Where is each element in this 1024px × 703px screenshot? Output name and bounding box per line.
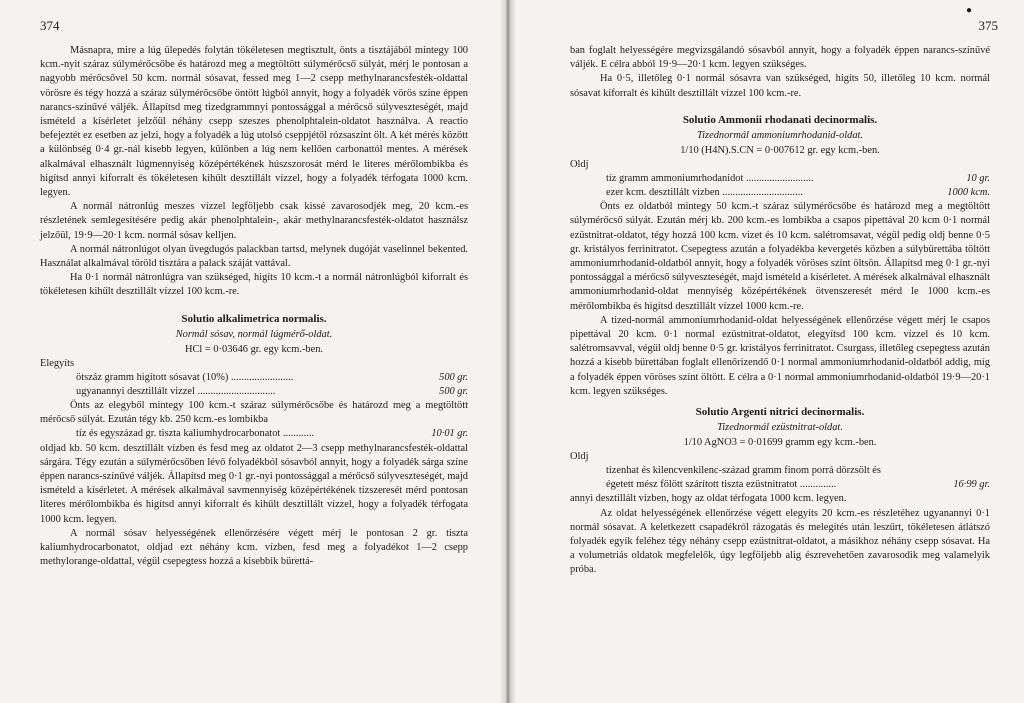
paragraph: oldjad kb. 50 kcm. desztillált vízben és fesd meg az oldatot 2—3 csepp methylnarancsfesték-oldattal sárgára. Tégy ezután a súlymérőcsőben lévő folyadékból sósavból annyit, hogy a folyadék sárga színe éppen narancs-színűvé váljék. Állapítsd meg 0·1 gr.-nyi pontossággal a mérőcső súlyveszteségét, majd ismételd a kísérletet. A mérések alkalmával savmennyiség középértékének tízszeresét mérd pontosan literes mérőlombikba és higítsd annyi kiforralt és kihűlt desztillált vízzel, hogy a folyadék térfogata 1000 kcm. legyen. [40,442,468,525]
instruction-label: Oldj [570,451,589,463]
paragraph: annyi desztillált vizben, hogy az oldat térfogata 1000 kcm. legyen. [570,493,847,505]
recipe-row: ezer kcm. desztillált vizben ............................... 1000 kcm. [606,187,990,199]
recipe-row: égetett mész fölött szárított tiszta ezüstnitratot .............. 16·99 gr. [606,479,990,491]
section-title: Solutio Ammonii rhodanati decinormalis. [682,113,878,126]
paragraph: A tized-normál ammoniumrhodanid-oldat helyességének ellenőrzése végett mérj le csapos pipettával 20 kcm. 0·1 normal ezüstnitrat-oldatot, elegyítsd 100 kcm. vízzel és 10 kcm. salétromsavval, végül oldj benne 0·5 gr. kristályos ferrinitratot. Csurgass, illetőleg csepegtess azután hozzá a kisebb bürettában foglalt ellenőrizendő 0·1 normal ammoniumrhodanid-oldatból addig, míg a folyadék éppen vöröses színt öltött. E célra a 0·1 normal ammoniumrhodanid-oldatból 19·9—20·1 kcm. legyen szükséges. [570,314,990,397]
right-text-column [570,44,990,578]
paragraph: Önts ez oldatból mintegy 50 kcm.-t száraz súlymérőcsőbe és határozd meg a megtöltött súlymérőcső súlyát. Ezután mérj kb. 200 kcm.-es lombikba a csapos pipettával 20 kcm 0·1 normál ezüstnitrat-oldatot, tégy hozzá 100 kcm. vizet és 10 kcm. salétromsavat, végül pedig oldj benne 0·5 gr. kristályos ferrinitratot. Csepegtess azután a folyadékba kevergetés közben a súlybürettába töltött ammoniumrhodanid-oldatból annyit, hogy a folyadék vöröses színt öltsön. Állapítsd meg 0·1 gr.-nyi pontossággal a mérőcső súlyveszteségét, majd ismételd a kísérletet. A mérések alkalmával elhasznált ammoniumrhodanid-oldat mennyiség középértékének ötvenszeresét mérd le 1000 kcm.-es mérőlombikba és higítsd desztillált vízzel 1000 kcm.-re. [570,201,990,312]
instruction-label: Oldj [570,158,589,170]
recipe-row: tíz gramm ammoniumrhodanidot .......................... 10 gr. [606,172,990,184]
section-subtitle: Normál sósav, normál lúgmérő-oldat. [175,328,333,340]
section-title: Solutio alkalimetrica normalis. [181,312,327,325]
section-subtitle: Tizednormál ezüstnitrat-oldat. [717,422,843,434]
recipe-list [570,464,990,492]
instruction-label: Elegyíts [40,357,75,369]
section-title: Solutio Argenti nitrici decinormalis. [695,406,865,419]
formula: 1/10 (H4N).S.CN = 0·007612 gr. egy kcm.-ben. [680,144,880,156]
recipe-row: ugyanannyi desztillált vizzel .............................. 500 gr. [76,385,468,397]
paragraph: Az oldat helyességének ellenőrzése végett elegyíts 20 kcm.-es részletéhez ugyanannyi 0·1 normál sósavat. A keletkezett csapadékról rázogatás és melegítés után leszűrt, tökéletesen átlátszó folyadék egyik feléhez tégy néhány csepp ezüstnitrat-oldatot, a másikhoz néhány csepp sósavat. Ha a volumetriás oldatok megfelelők, úgy legföljebb alig észrevehetően zavarosodik meg valamelyik próba. [570,507,990,576]
recipe-row: tizenhat és kilencvenkilenc-század gramm finom porrá dörzsölt és [606,465,881,477]
recipe-list [40,371,468,399]
book-gutter [500,0,516,703]
paragraph: Ha 0·5, illetőleg 0·1 normál sósavra van szükséged, higíts 50, illetőleg 10 kcm. normál sósavat kiforralt és kihűlt desztillált vízzel 100 kcm.-re. [570,73,990,99]
recipe-row: ötszáz gramm higított sósavat (10%) ........................ 500 gr. [76,371,468,383]
recipe-row: tíz és egyszázad gr. tiszta kaliumhydrocarbonatot ............ 10·01 gr. [76,428,468,440]
paragraph: Másnapra, mire a lúg ülepedés folytán tökéletesen megtisztult, önts a tisztájából mintegy 100 kcm.-nyit száraz súlymérőcsőbe és határozd meg a megtöltött súlymérőcső súlyát, mérj le pontosan a nagyobb mérőcsővel 50 kcm. normál sósavat, fessed meg 1—2 csepp methylnarancsfesték-oldattal vörösre és tégy hozzá a száraz súlymérőcsőbe öntött lúgból annyit, hogy a folyadék vörös színe éppen narancs-színűvé váljék. Állapítsd meg tizedgrammnyi pontossággal a mérőcső súlyveszteségét, majd ismételd a kísérletet jelzőül néhány csepp szeszes phenolphtalein-oldatot használva. A reactio befejeztét ez esetben az jelzi, hogy a folyadék a lúg utolsó cseppjétől rózsaszínt ölt. A két mérés között a különbség 0·4 gr.-nál kisebb legyen, különben a lúg nem kellően carbonattól mentes. A mérések alkalmával elhasznált lúgmennyiség középértékének húszszorosát mérd le literes mérőlombikba és higítsd annyi kiforralt és tökéletesen kihűlt desztillált vízzel, hogy a folyadék térfogata 1000 kcm. legyen. [40,45,468,199]
paragraph: Önts az elegyből mintegy 100 kcm.-t száraz súlymérőcsőbe és határozd meg a megtöltött mérőcső súlyát. Ezután tégy kb. 250 kcm.-es lombikba [40,400,468,426]
paragraph: A normál nátronlúg meszes vízzel legföljebb csak kissé zavarosodjék meg, 20 kcm.-es részletének semlegesítésére pedig akár phenolphtalein-, akár methylnarancsfesték-oldatot használsz jelzőül, 19·9—20·1 kcm. normál sósav kelljen. [40,201,468,241]
recipe-list [570,172,990,200]
section-subtitle: Tizednormál ammoniumrhodanid-oldat. [696,129,864,141]
page-number-right: 375 [978,18,998,33]
paragraph: ban foglalt helyességére megvizsgálandó sósavból annyit, hogy a folyadék éppen narancs-színűvé váljék. E célra abból 19·9—20·1 kcm. legyen szükséges. [570,45,990,71]
left-text-column [40,44,468,570]
page-number-left: 374 [40,18,60,33]
paragraph: Ha 0·1 normál nátronlúgra van szükséged, higíts 10 kcm.-t a normál nátronlúgból kiforralt és tökéletesen kihűlt desztillált vízzel 100 kcm.-re. [40,272,468,298]
paragraph: A normál nátronlúgot olyan üvegdugós palackban tartsd, melynek dugóját vaselinnel bekented. Használat alkalmával töröld tisztára a palack száját vattával. [40,243,468,270]
left-page [0,0,506,703]
recipe-list [40,427,468,441]
formula: 1/10 AgNO3 = 0·01699 gramm egy kcm.-ben. [683,437,877,449]
formula: HCl = 0·03646 gr. egy kcm.-ben. [184,343,324,355]
paragraph: A normál sósav helyességének ellenőrzésére végett mérj le pontosan 2 gr. tiszta kaliumhydrocarbonatot, oldjad ezt néhány kcm. vízben, fesd meg a folyadékot 1—2 csepp methylorange-oldattal, végül csepegtess hozzá a kisebbik bürettá- [40,527,468,568]
right-page [512,0,1024,703]
page-mark: ● [965,5,972,16]
